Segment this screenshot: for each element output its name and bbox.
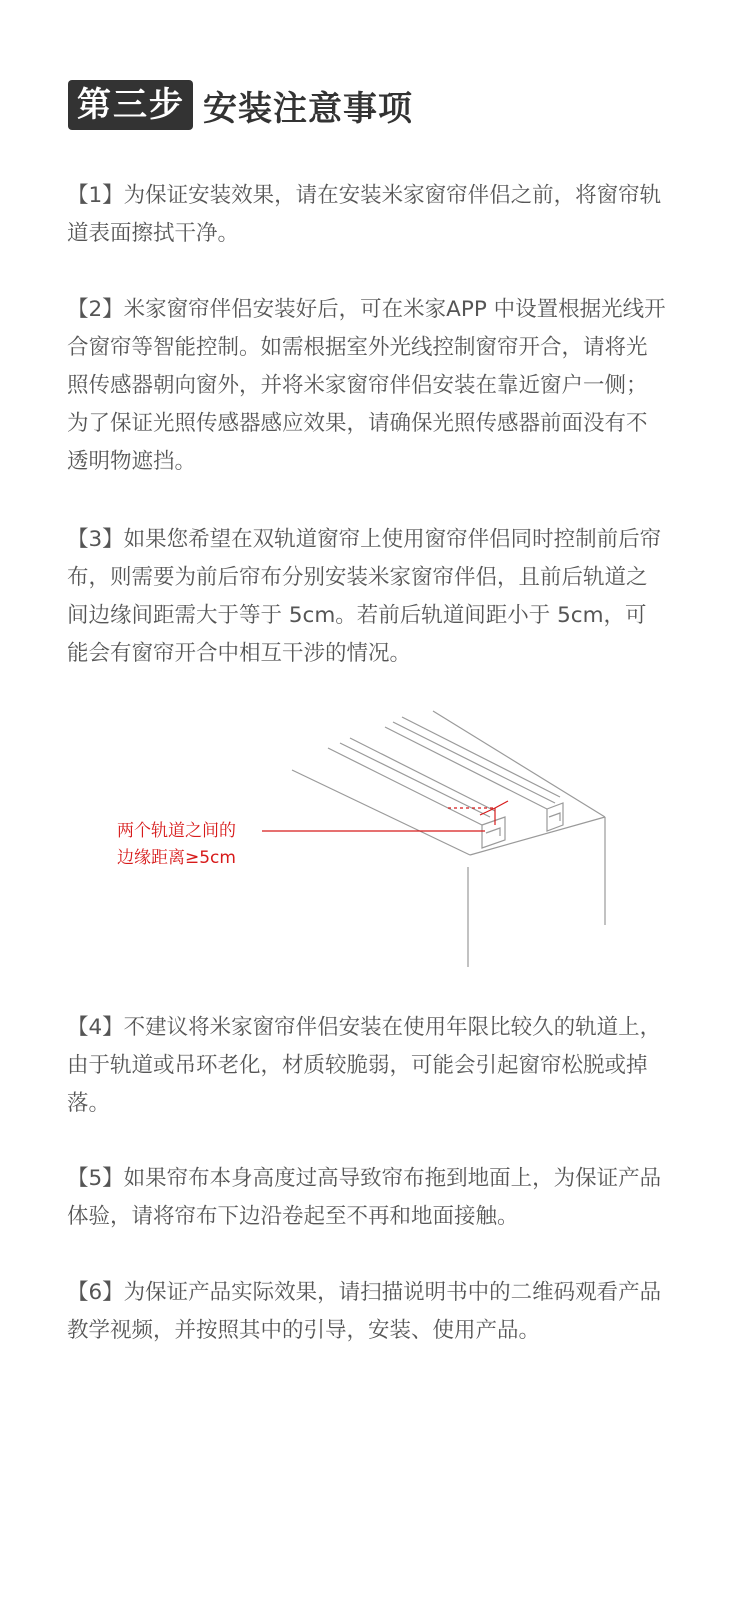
rail-spacing-diagram (100, 705, 620, 975)
section-header (68, 80, 413, 130)
note-3: 【3】如果您希望在双轨道窗帘上使用窗帘伴侣同时控制前后帘布，则需要为前后帘布分别安装米家窗帘伴侣，且前后轨道之间边缘间距需大于等于 5cm。若前后轨道间距小于 5cm，可能会有窗帘开合中相互干涉的情况。 (67, 527, 662, 666)
diagram-label-2: 边缘距离≥5cm (117, 848, 236, 868)
note-6: 【6】为保证产品实际效果，请扫描说明书中的二维码观看产品教学视频，并按照其中的引导，安装、使用产品。 (67, 1280, 662, 1343)
note-5: 【5】如果帘布本身高度过高导致帘布拖到地面上，为保证产品体验，请将帘布下边沿卷起至不再和地面接触。 (67, 1166, 662, 1229)
note-1: 【1】为保证安装效果，请在安装米家窗帘伴侣之前，将窗帘轨道表面擦拭干净。 (67, 183, 662, 246)
step-badge: 第三步 (68, 80, 193, 130)
diagram-label-1: 两个轨道之间的 (117, 821, 236, 841)
note-4: 【4】不建议将米家窗帘伴侣安装在使用年限比较久的轨道上，由于轨道或吊环老化，材质较脆弱，可能会引起窗帘松脱或掉落。 (67, 1015, 662, 1116)
note-2: 【2】米家窗帘伴侣安装好后，可在米家APP 中设置根据光线开合窗帘等智能控制。如需根据室外光线控制窗帘开合，请将光照传感器朝向窗外，并将米家窗帘伴侣安装在靠近窗户一侧；为了保证光照传感器感应效果，请确保光照传感器前面没有不透明物遮挡。 (67, 297, 666, 474)
section-title: 安装注意事项 (203, 88, 413, 129)
